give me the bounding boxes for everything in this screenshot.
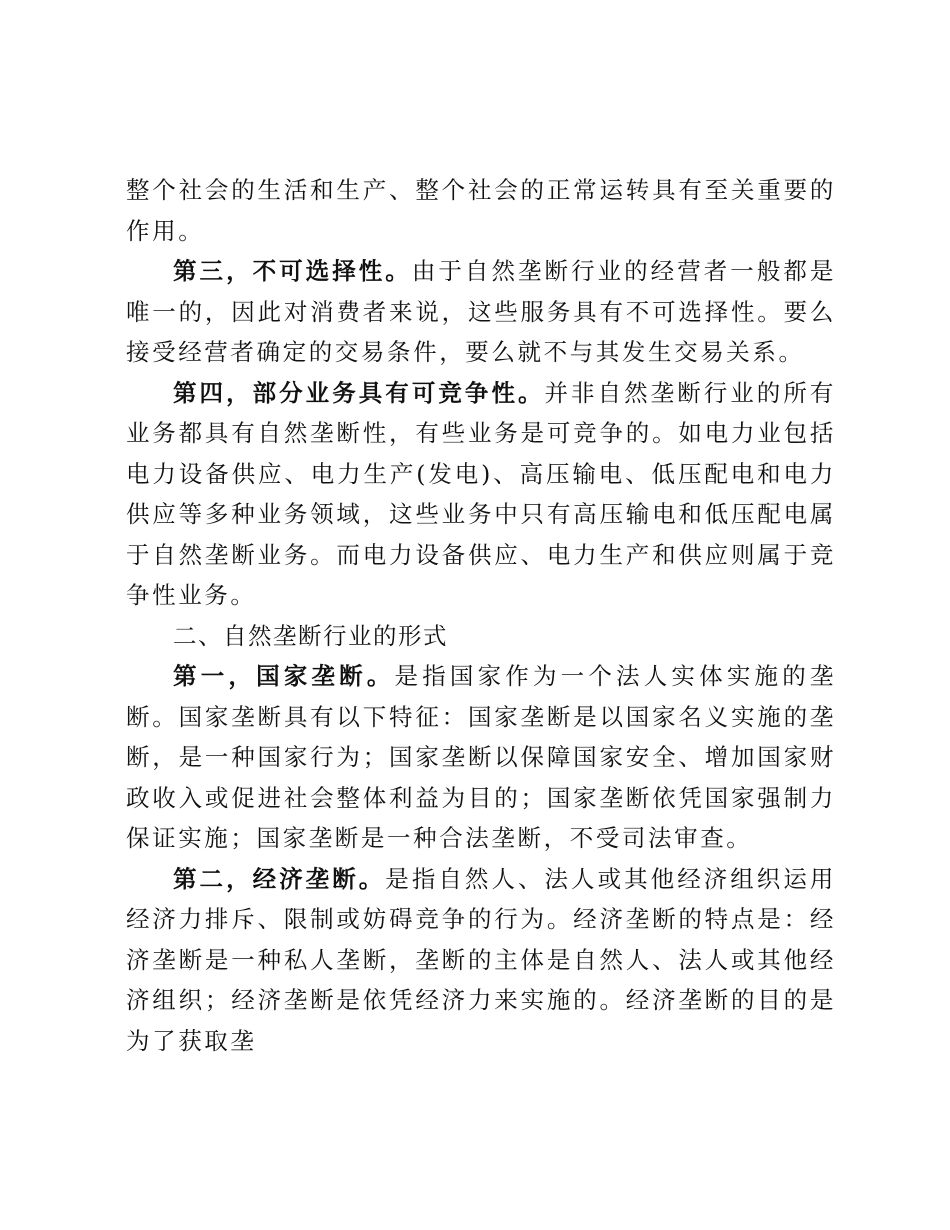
paragraph-text: 是指国家作为一个法人实体实施的垄断。国家垄断具有以下特征：国家垄断是以国家名义实施的垄断，是一种国家行为；国家垄断以保障国家安全、增加国家财政收入或促进社会整体利益为目的；国家垄断依凭国家强制力保证实施；国家垄断是一种合法垄断，不受司法审查。: [126, 662, 836, 852]
paragraph-lead: 第一，国家垄断。: [173, 662, 395, 690]
paragraph-text: 是指自然人、法人或其他经济组织运用经济力排斥、限制或妨碍竞争的行为。经济垄断的特点是：经济垄断是一种私人垄断，垄断的主体是自然人、法人或其他经济组织；经济垄断是依凭经济力来实施的。经济垄断的目的是为了获取垄: [126, 864, 836, 1055]
paragraph-continuation: [126, 170, 836, 251]
paragraph-state-monopoly: [126, 656, 836, 859]
section-heading-text: 二、自然垄断行业的形式: [173, 621, 448, 650]
paragraph-text: 整个社会的生活和生产、整个社会的正常运转具有至关重要的作用。: [126, 176, 836, 245]
paragraph-competitive-business: [126, 373, 836, 616]
paragraph-lead: 第四，部分业务具有可竞争性。: [173, 378, 545, 407]
body-text: [126, 170, 836, 1061]
paragraph-non-selectable: [126, 251, 836, 373]
paragraph-text: 并非自然垄断行业的所有业务都具有自然垄断性，有些业务是可竞争的。如电力业包括电力设备供应、电力生产(发电)、高压输电、低压配电和电力供应等多种业务领域，这些业务中只有高压输电和低压配电属于自然垄断业务。而电力设备供应、电力生产和供应则属于竞争性业务。: [126, 378, 836, 609]
paragraph-lead: 第二，经济垄断。: [173, 864, 386, 893]
section-heading: [126, 616, 836, 657]
paragraph-economic-monopoly: [126, 859, 836, 1062]
paragraph-lead: 第三，不可选择性。: [173, 257, 412, 285]
paragraph-text: 由于自然垄断行业的经营者一般都是唯一的，因此对消费者来说，这些服务具有不可选择性。要么接受经营者确定的交易条件，要么就不与其发生交易关系。: [126, 257, 836, 366]
